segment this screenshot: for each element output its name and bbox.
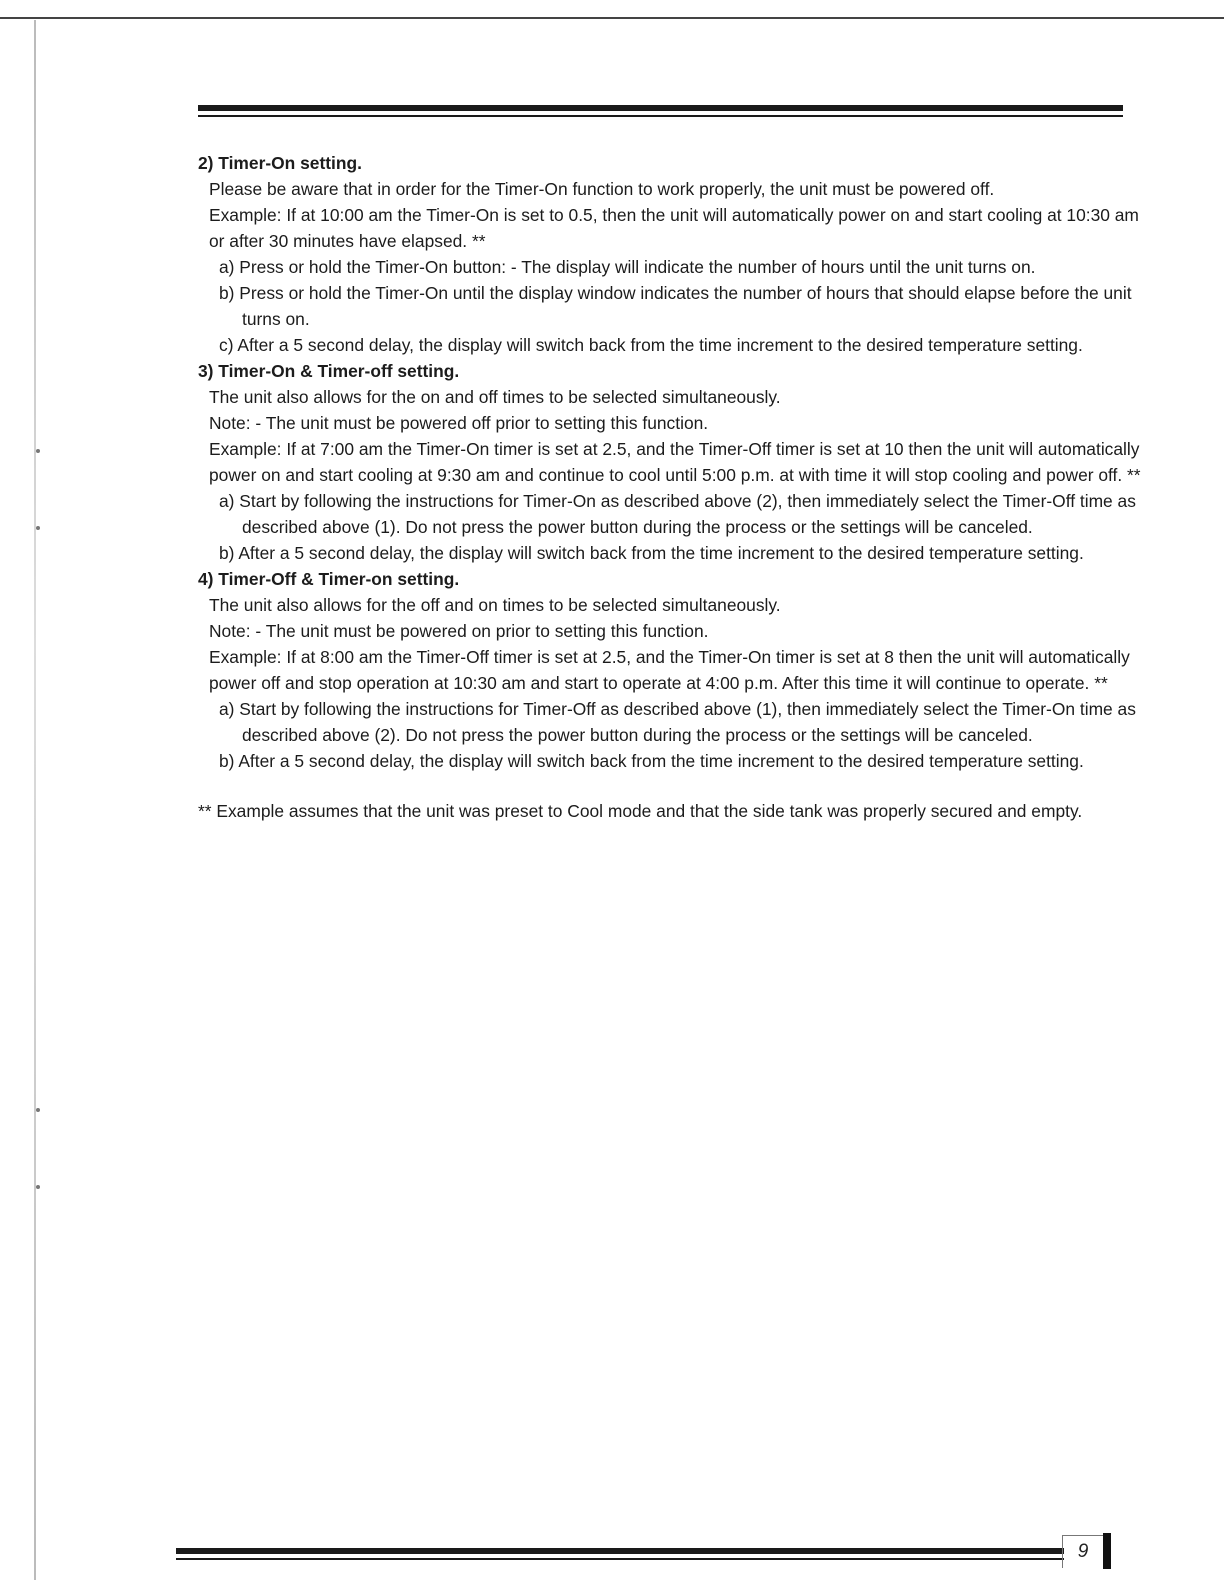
page-number-bar — [1103, 1533, 1111, 1569]
note-paragraph: Note: - The unit must be powered on prior to setting this function. — [209, 621, 709, 641]
section-heading-timer-off-on: 4) Timer-Off & Timer-on setting. — [198, 569, 460, 589]
scan-mark — [36, 449, 40, 453]
list-item: a) Start by following the instructions for Timer-Off as described above (1), then immediately select the Timer-On time as described above (2). Do not press the power button during the process or the settings will be canceled. — [219, 699, 1136, 745]
scan-top-edge — [0, 17, 1224, 19]
scan-mark — [36, 1185, 40, 1189]
scan-left-edge — [34, 20, 36, 1580]
header-rule-thin — [198, 115, 1123, 117]
example-paragraph: Example: If at 8:00 am the Timer-Off timer is set at 2.5, and the Timer-On timer is set at 8 then the unit will automatically power off and stop operation at 10:30 am and start to operate at 4:00 p.m. After this time it will continue to operate. ** — [209, 647, 1130, 693]
list-item: a) Start by following the instructions for Timer-On as described above (2), then immediately select the Timer-Off time as described above (1). Do not press the power button during the process or the settings will be canceled. — [219, 491, 1136, 537]
list-item: c) After a 5 second delay, the display will switch back from the time increment to the desired temperature setting. — [219, 335, 1083, 355]
section-heading-timer-on-off: 3) Timer-On & Timer-off setting. — [198, 361, 460, 381]
page-content — [198, 150, 1153, 824]
footnote: ** Example assumes that the unit was preset to Cool mode and that the side tank was properly secured and empty. — [198, 801, 1083, 821]
note-paragraph: Note: - The unit must be powered off prior to setting this function. — [209, 413, 709, 433]
paragraph: Please be aware that in order for the Timer-On function to work properly, the unit must be powered off. — [209, 179, 995, 199]
paragraph: The unit also allows for the on and off times to be selected simultaneously. — [209, 387, 781, 407]
example-paragraph: Example: If at 10:00 am the Timer-On is set to 0.5, then the unit will automatically power on and start cooling at 10:30 am or after 30 minutes have elapsed. ** — [209, 205, 1139, 251]
page-number: 9 — [1062, 1535, 1103, 1568]
list-item: b) Press or hold the Timer-On until the display window indicates the number of hours that should elapse before the unit turns on. — [219, 283, 1132, 329]
list-item: a) Press or hold the Timer-On button: - The display will indicate the number of hours until the unit turns on. — [219, 257, 1036, 277]
scan-mark — [36, 526, 40, 530]
section-heading-timer-on: 2) Timer-On setting. — [198, 153, 362, 173]
header-rule-thick — [198, 105, 1123, 111]
paragraph: The unit also allows for the off and on times to be selected simultaneously. — [209, 595, 781, 615]
scan-mark — [36, 1108, 40, 1112]
footer-rule-thick — [176, 1548, 1064, 1554]
list-item: b) After a 5 second delay, the display will switch back from the time increment to the desired temperature setting. — [219, 543, 1084, 563]
example-paragraph: Example: If at 7:00 am the Timer-On timer is set at 2.5, and the Timer-Off timer is set at 10 then the unit will automatically power on and start cooling at 9:30 am and continue to cool until 5:00 p.m. at with time it will stop cooling and power off. ** — [209, 439, 1141, 485]
footer-rule-thin — [176, 1558, 1064, 1560]
list-item: b) After a 5 second delay, the display will switch back from the time increment to the desired temperature setting. — [219, 751, 1084, 771]
